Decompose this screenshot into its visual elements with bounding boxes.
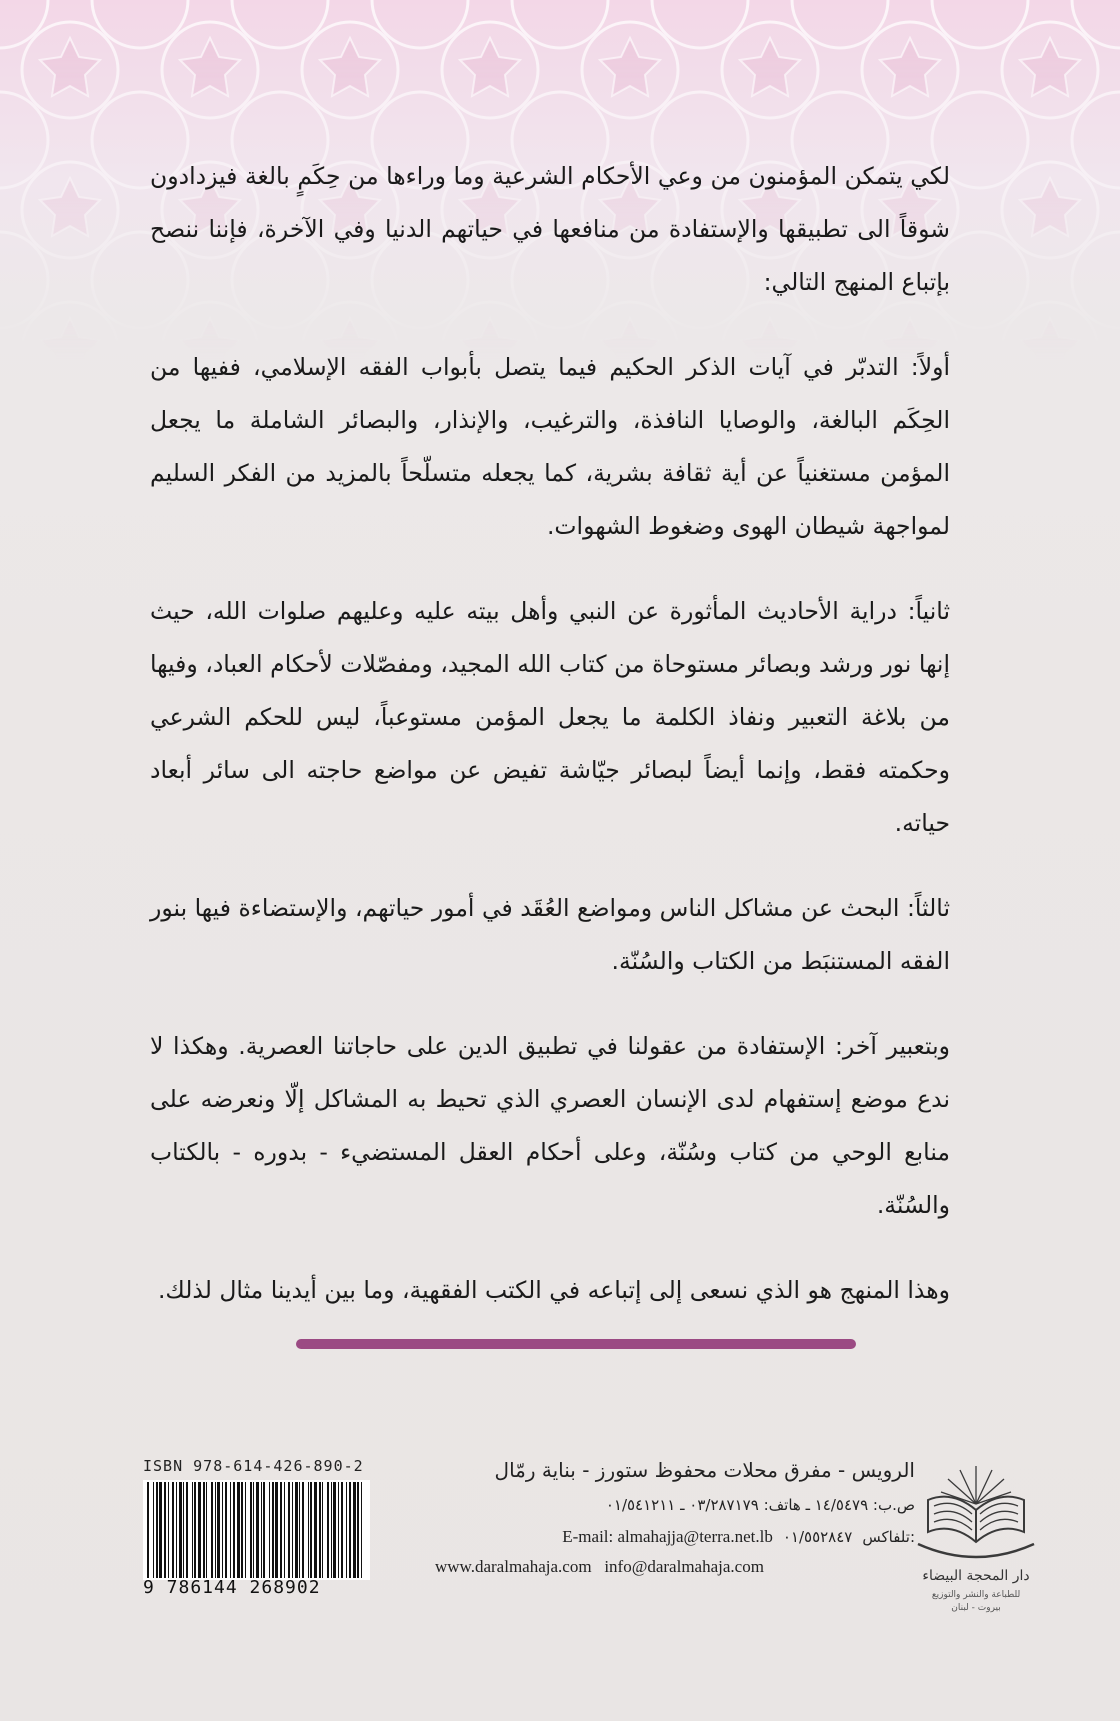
barcode-bar — [225, 1482, 227, 1578]
barcode-bar — [361, 1482, 362, 1578]
barcode-bar — [288, 1482, 290, 1578]
barcode-bar — [172, 1482, 174, 1578]
barcode-bar — [256, 1482, 259, 1578]
barcode-bar — [295, 1482, 298, 1578]
barcode-bar — [222, 1482, 223, 1578]
barcode-bar — [310, 1482, 312, 1578]
publisher-logo — [908, 1452, 1044, 1622]
barcode-bar — [156, 1482, 158, 1578]
open-book-sunburst-icon — [908, 1452, 1044, 1568]
barcode-bar — [338, 1482, 339, 1578]
barcode-bar — [299, 1482, 300, 1578]
barcode-bar — [230, 1482, 231, 1578]
publisher-fax-label: تلفاكس: — [862, 1528, 915, 1546]
barcode-bar — [215, 1482, 216, 1578]
barcode-bar — [308, 1482, 309, 1578]
point-fourth: وبتعبير آخر: الإستفادة من عقولنا في تطبيق الدين على حاجاتنا العصرية. وهكذا لا ندع موضع إستفهام لدى الإنسان العصري الذي تحيط به المشاكل إلّا ونعرضه على منابع الوحي من كتاب وسُنّة، وعلى أحكام العقل المستضيء - بدوره - بالكتاب والسُنّة. — [150, 1032, 950, 1219]
intro-paragraph: لكي يتمكن المؤمنون من وعي الأحكام الشرعية وما وراءها من حِكَمٍ بالغة فيزدادون شوقاً الى تطبيقها والإستفادة من منافعها في حياتهم الدنيا وفي الآخرة، فإننا ننصح بإتباع المنهج التالي: — [150, 162, 950, 296]
barcode-bar — [179, 1482, 182, 1578]
barcode-bar — [159, 1482, 162, 1578]
barcode-bar — [164, 1482, 166, 1578]
barcode-bar — [269, 1482, 270, 1578]
barcode-bar — [192, 1482, 193, 1578]
logo-tagline: للطباعة والنشر والتوزيع — [931, 1590, 1021, 1600]
barcode-bar — [322, 1482, 323, 1578]
barcode-bar — [284, 1482, 285, 1578]
barcode-bar — [253, 1482, 254, 1578]
barcode-bar — [327, 1482, 329, 1578]
barcode-bar — [353, 1482, 356, 1578]
publisher-pobox-phone: ص.ب: ١٤/٥٤٧٩ ـ هاتف: ٠٣/٢٨٧١٧٩ ـ ٠١/٥٤١٢١١ — [605, 1496, 915, 1514]
divider-bar — [296, 1339, 856, 1349]
barcode-bar — [357, 1482, 359, 1578]
barcode-bar — [261, 1482, 262, 1578]
barcode-bar — [147, 1482, 149, 1578]
point-second: ثانياً: دراية الأحاديث المأثورة عن النبي وأهل بيته عليه وعليهم صلوات الله، حيث إنها نور ورشد وبصائر مستوحاة من كتاب الله المجيد، ومفصّلات لأحكام العباد، وفيها من بلاغة التعبير ونفاذ الكلمة ما يجعل المؤمن مستوعباً، ليس للحكم الشرعي وحكمته فقط، وإنما أيضاً لبصائر جيّاشة تفيض عن مواضع حاجته الى سائر أبعاد حياته. — [150, 597, 950, 837]
barcode-bar — [168, 1482, 169, 1578]
barcode-bar — [292, 1482, 293, 1578]
barcode-bar — [241, 1482, 243, 1578]
publisher-fax-number: ٠١/٥٥٢٨٤٧ — [782, 1528, 853, 1546]
closing-paragraph: وهذا المنهج هو الذي نسعى إلى إتباعه في الكتب الفقهية، وما بين أيدينا مثال لذلك. — [157, 1276, 950, 1304]
barcode-bar — [203, 1482, 205, 1578]
barcode-bar — [186, 1482, 188, 1578]
publisher-info — [410, 1452, 915, 1582]
barcode-bar — [237, 1482, 240, 1578]
barcode-bar — [183, 1482, 184, 1578]
publisher-web-row — [410, 1552, 915, 1582]
barcode-bar — [263, 1482, 265, 1578]
barcode-bar — [198, 1482, 201, 1578]
barcode-bar — [206, 1482, 207, 1578]
barcode-bar — [250, 1482, 252, 1578]
barcode-bar — [211, 1482, 213, 1578]
barcode-bar — [217, 1482, 220, 1578]
logo-location: بيروت - لبنان — [951, 1603, 1001, 1613]
logo-name: دار المحجة البيضاء — [922, 1568, 1030, 1584]
point-first: أولاً: التدبّر في آيات الذكر الحكيم فيما يتصل بأبواب الفقه الإسلامي، ففيها من الحِكَم البالغة، والوصايا النافذة، والترغيب، والإنذار، والبصائر الشاملة ما يجعل المؤمن مستغنياً عن أية ثقافة بشرية، كما يجعله متسلّحاً بالمزيد من الفكر السليم لمواجهة شيطان الهوى وضغوط الشهوات. — [150, 353, 950, 540]
publisher-address: الرويس - مفرق محلات محفوظ ستورز - بناية رمّال — [494, 1458, 915, 1482]
barcode-bar — [341, 1482, 343, 1578]
isbn-label: ISBN 978-614-426-890-2 — [143, 1457, 364, 1475]
publisher-email-info: info@daralmahaja.com — [604, 1557, 764, 1576]
barcode-bar — [349, 1482, 351, 1578]
publisher-fax-row — [410, 1522, 915, 1552]
publisher-email: E-mail: almahajja@terra.net.lb — [562, 1527, 773, 1546]
barcode-bar — [280, 1482, 282, 1578]
barcode-bar — [245, 1482, 246, 1578]
barcode-bar — [302, 1482, 304, 1578]
point-third: ثالثاً: البحث عن مشاكل الناس ومواضع العُقَد في أمور حياتهم، والإستضاءة فيها بنور الفقه المستنبَط من الكتاب والسُنّة. — [150, 894, 950, 975]
publisher-website: www.daralmahaja.com — [435, 1557, 592, 1576]
barcode-bar — [331, 1482, 332, 1578]
barcode-bar — [233, 1482, 235, 1578]
barcode-bar — [314, 1482, 317, 1578]
barcode-bar — [272, 1482, 274, 1578]
barcode-bar — [346, 1482, 347, 1578]
body-text — [150, 150, 950, 1349]
barcode-bar — [319, 1482, 321, 1578]
barcode-bar — [176, 1482, 177, 1578]
isbn-digits: 9 786144 268902 — [143, 1577, 321, 1598]
barcode-bar — [153, 1482, 154, 1578]
barcode-bar — [275, 1482, 278, 1578]
barcode-bar — [194, 1482, 196, 1578]
barcode-bar — [333, 1482, 336, 1578]
barcode — [143, 1480, 370, 1580]
